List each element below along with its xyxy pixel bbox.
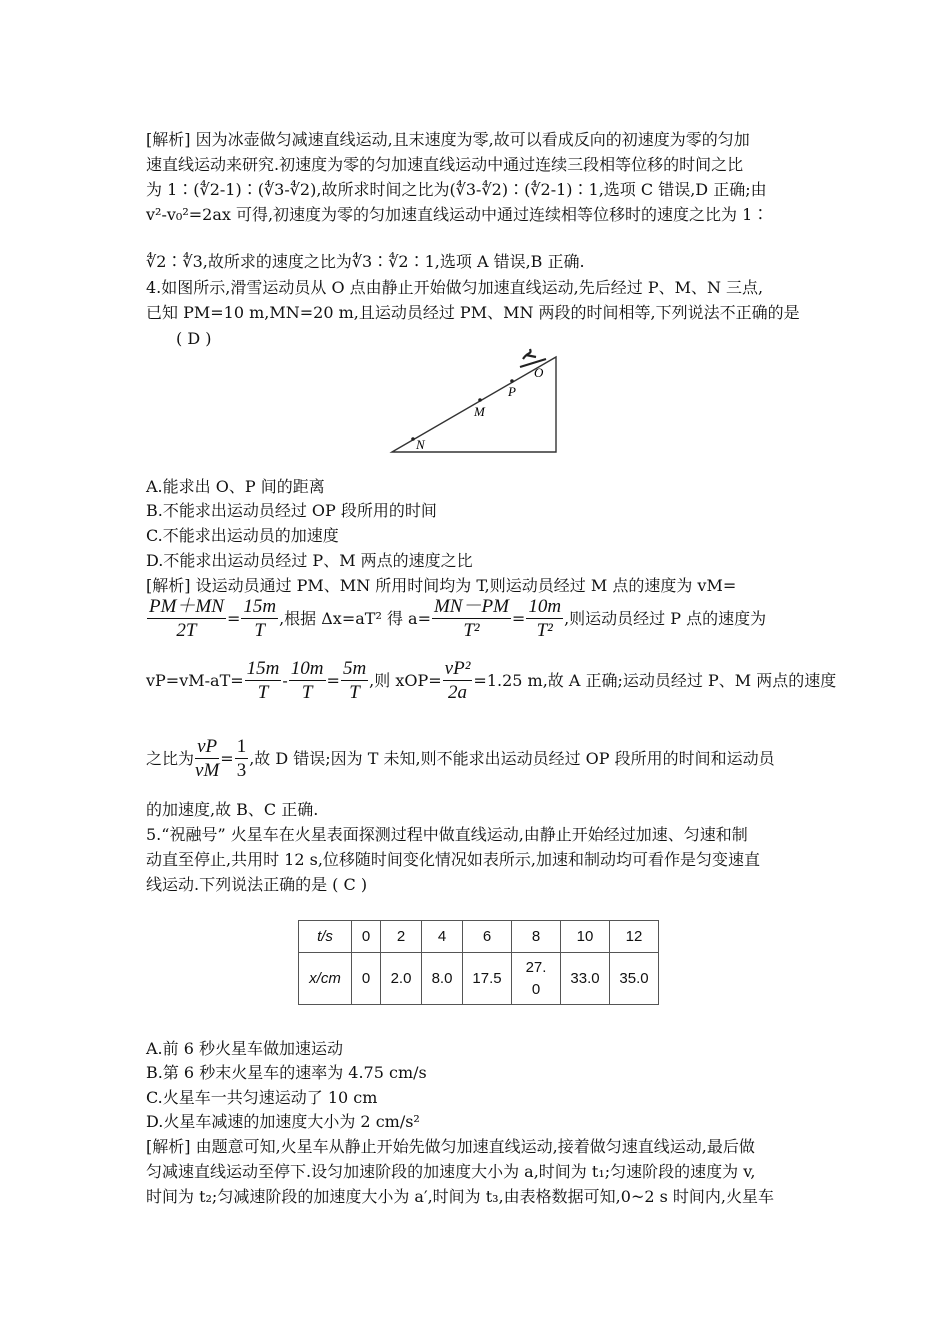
table-cell: 8.0: [422, 953, 463, 1005]
position-time-table: [298, 920, 659, 1005]
q5-option-d: D.火星车减速的加速度大小为 2 cm/s²: [146, 1112, 420, 1131]
analysis3-line1: [解析] 因为冰壶做匀减速直线运动,且末速度为零,故可以看成反向的初速度为零的匀加: [146, 130, 750, 149]
q5-option-c: C.火星车一共匀速运动了 10 cm: [146, 1088, 378, 1107]
q4-option-b: B.不能求出运动员经过 OP 段所用的时间: [146, 501, 437, 520]
label-o: O: [534, 365, 544, 380]
table-cell: 10: [561, 921, 610, 953]
fraction-vp-vm: $\frac{vP}{vM}$: [195, 736, 220, 781]
analysis3-line3: 为 1∶(∜2-1)∶(∜3-∜2),故所求时间之比为(∜3-∜2)∶(∜2-1)∶1,选项 C 错误,D 正确;由: [146, 180, 767, 199]
fraction-10m-t: $\frac{10m}{T}$: [290, 658, 324, 703]
q4-option-d: D.不能求出运动员经过 P、M 两点的速度之比: [146, 551, 473, 570]
q5-stem-line3: 线运动.下列说法正确的是 ( C ): [146, 875, 368, 894]
table-cell: 17.5: [463, 953, 512, 1005]
table-row-time: [299, 921, 659, 953]
q4-analysis-line1: [解析] 设运动员通过 PM、MN 所用时间均为 T,则运动员经过 M 点的速度为 vM=: [146, 576, 737, 595]
q4-analysis-line2: $\frac{PM+MN}{2T}$ = $\frac{15m}{T}$ ,根据 Δx=aT² 得 a= $\frac{MN-PM}{\text{T²}}$ = $\frac{10m}{\text{T²}}$ ,则运动员经过 P 点的速度为: [149, 596, 767, 641]
q4-answer: ( D ): [176, 329, 212, 348]
q5-analysis-line3: 时间为 t₂;匀减速阶段的加速度大小为 a′,时间为 t₃,由表格数据可知,0~2 s 时间内,火星车: [146, 1187, 775, 1206]
q5-option-a: A.前 6 秒火星车做加速运动: [146, 1039, 343, 1058]
q5-stem-line1: 5.“祝融号” 火星车在火星表面探测过程中做直线运动,由静止开始经过加速、匀速和制: [146, 825, 748, 844]
q4-option-c: C.不能求出运动员的加速度: [146, 526, 339, 545]
q4-stem-line2: 已知 PM=10 m,MN=20 m,且运动员经过 PM、MN 两段的时间相等,下列说法不正确的是: [146, 303, 800, 322]
q5-analysis-line1: [解析] 由题意可知,火星车从静止开始先做匀加速直线运动,接着做匀速直线运动,最后做: [146, 1137, 755, 1156]
analysis3-line5: ∜2∶∜3,故所求的速度之比为∜3∶∜2∶1,选项 A 错误,B 正确.: [146, 252, 585, 271]
q4-analysis-line5: 的加速度,故 B、C 正确.: [146, 800, 319, 819]
table-cell: 0: [352, 953, 381, 1005]
q4-analysis-line3: vP=vM-aT= $\frac{15m}{T}$ - $\frac{10m}{T}$ = $\frac{5m}{T}$ ,则 xOP= $\frac{\text{vP²}}{2a}$ =1.25 m,故 A 正确;运动员经过 P、M 两点的速度: [146, 658, 837, 703]
table-header-position: x/cm: [299, 953, 352, 1005]
analysis3-line2: 速直线运动来研究.初速度为零的匀加速直线运动中通过连续三段相等位移的时间之比: [146, 155, 744, 174]
q5-option-b: B.第 6 秒末火星车的速率为 4.75 cm/s: [146, 1063, 427, 1082]
fraction-5m-t: $\frac{5m}{T}$: [342, 658, 367, 703]
q5-analysis-line2: 匀减速直线运动至停下.设匀加速阶段的加速度大小为 a,时间为 t₁;匀速阶段的速度为 v,: [146, 1162, 756, 1181]
table-cell: 33.0: [561, 953, 610, 1005]
table-cell: 4: [422, 921, 463, 953]
label-m: M: [474, 404, 485, 419]
q4-option-a: A.能求出 O、P 间的距离: [146, 477, 325, 496]
table-cell: 2: [381, 921, 422, 953]
table-header-time: t/s: [299, 921, 352, 953]
fraction-mn-pm: $\frac{MN-PM}{\text{T²}}$: [433, 596, 509, 641]
q5-stem-line2: 动直至停止,共用时 12 s,位移随时间变化情况如表所示,加速和制动均可看作是匀变速直: [146, 850, 761, 869]
table-cell: 12: [610, 921, 659, 953]
point-p: [510, 379, 514, 383]
q4-analysis-line4: 之比为 $\frac{vP}{vM}$ = $\frac{1}{3}$ ,故 D 错误;因为 T 未知,则不能求出运动员经过 OP 段所用的时间和运动员: [146, 736, 775, 781]
table-row-position: [299, 953, 659, 1005]
q4-stem-line1: 4.如图所示,滑雪运动员从 O 点由静止开始做匀加速直线运动,先后经过 P、M、N 三点,: [146, 278, 764, 297]
table-cell: 2.0: [381, 953, 422, 1005]
label-n: N: [416, 437, 425, 452]
fraction-10m-t2: $\frac{10m}{\text{T²}}$: [528, 596, 562, 641]
table-cell: 0: [352, 921, 381, 953]
table-cell: 35.0: [610, 953, 659, 1005]
table-cell: 8: [512, 921, 561, 953]
table-cell: 27. 0: [512, 953, 561, 1005]
table-cell: 6: [463, 921, 512, 953]
fraction-pm-mn: $\frac{PM+MN}{2T}$: [149, 596, 224, 641]
fraction-1-3: $\frac{1}{3}$: [236, 736, 247, 781]
fraction-15m-t: $\frac{15m}{T}$: [243, 596, 277, 641]
label-p: P: [508, 384, 516, 399]
analysis3-line4: v²-v₀²=2ax 可得,初速度为零的匀加速直线运动中通过连续相等位移时的速度之比为 1∶: [146, 205, 769, 224]
ski-slope-diagram: [380, 345, 580, 457]
point-m: [478, 398, 482, 402]
fraction-15m-t-b: $\frac{15m}{T}$: [246, 658, 280, 703]
fraction-vp2-2a: $\frac{\text{vP²}}{2a}$: [444, 658, 471, 703]
point-n: [411, 437, 415, 441]
